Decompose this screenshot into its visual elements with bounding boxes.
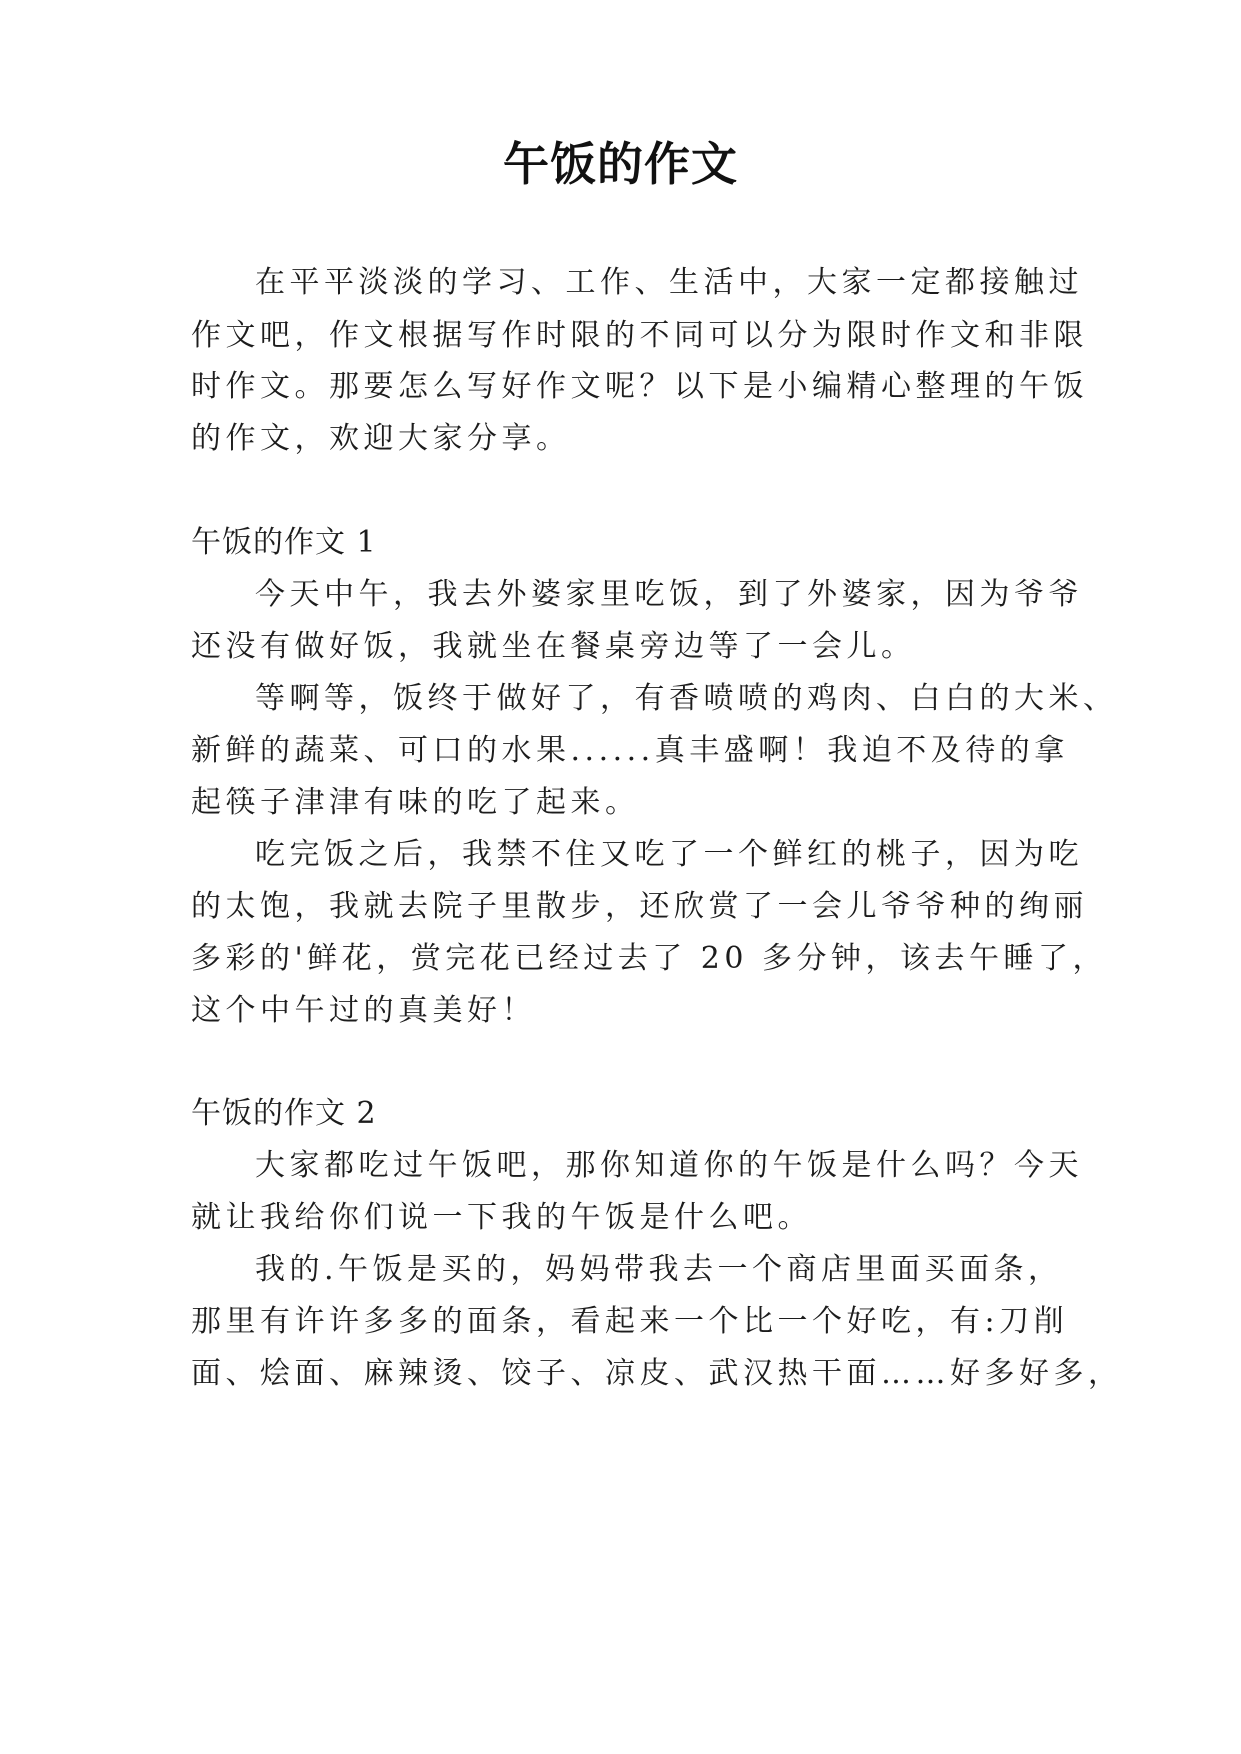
- s1-p3-line-2: 的太饱，我就去院子里散步，还欣赏了一会儿爷爷种的绚丽: [191, 889, 1088, 924]
- document-title: 午饭的作文: [503, 137, 738, 191]
- s1-p2-line-3: 起筷子津津有味的吃了起来。: [191, 785, 640, 820]
- s2-p2-line-2: 那里有许许多多的面条，看起来一个比一个好吃，有:刀削: [191, 1304, 1069, 1339]
- s1-p2-line-1: 等啊等，饭终于做好了，有香喷喷的鸡肉、白白的大米、: [255, 681, 1118, 716]
- intro-line-2: 作文吧，作文根据写作时限的不同可以分为限时作文和非限: [191, 318, 1088, 353]
- s2-p2-line-1: 我的.午饭是买的，妈妈带我去一个商店里面买面条，: [255, 1252, 1063, 1287]
- s2-p1-line-2: 就让我给你们说一下我的午饭是什么吧。: [191, 1200, 812, 1235]
- intro-line-4: 的作文，欢迎大家分享。: [191, 421, 571, 456]
- s1-p3-line-1: 吃完饭之后，我禁不住又吃了一个鲜红的桃子，因为吃: [255, 837, 1083, 872]
- intro-line-1: 在平平淡淡的学习、工作、生活中，大家一定都接触过: [255, 265, 1083, 300]
- section-2-heading: 午饭的作文 2: [191, 1096, 377, 1131]
- s2-p1-line-1: 大家都吃过午饭吧，那你知道你的午饭是什么吗？今天: [255, 1148, 1083, 1183]
- s1-p1-line-2: 还没有做好饭，我就坐在餐桌旁边等了一会儿。: [191, 629, 916, 664]
- section-1-heading: 午饭的作文 1: [191, 525, 377, 560]
- s1-p3-line-3: 多彩的'鲜花，赏完花已经过去了 20 多分钟，该去午睡了，: [191, 941, 1107, 976]
- s2-p2-line-3: 面、烩面、麻辣烫、饺子、凉皮、武汉热干面……好多好多，: [191, 1356, 1123, 1391]
- intro-line-3: 时作文。那要怎么写好作文呢？以下是小编精心整理的午饭: [191, 369, 1088, 404]
- s1-p3-line-4: 这个中午过的真美好！: [191, 993, 536, 1028]
- s1-p2-line-2: 新鲜的蔬菜、可口的水果......真丰盛啊！我迫不及待的拿: [191, 733, 1069, 768]
- s1-p1-line-1: 今天中午，我去外婆家里吃饭，到了外婆家，因为爷爷: [255, 577, 1083, 612]
